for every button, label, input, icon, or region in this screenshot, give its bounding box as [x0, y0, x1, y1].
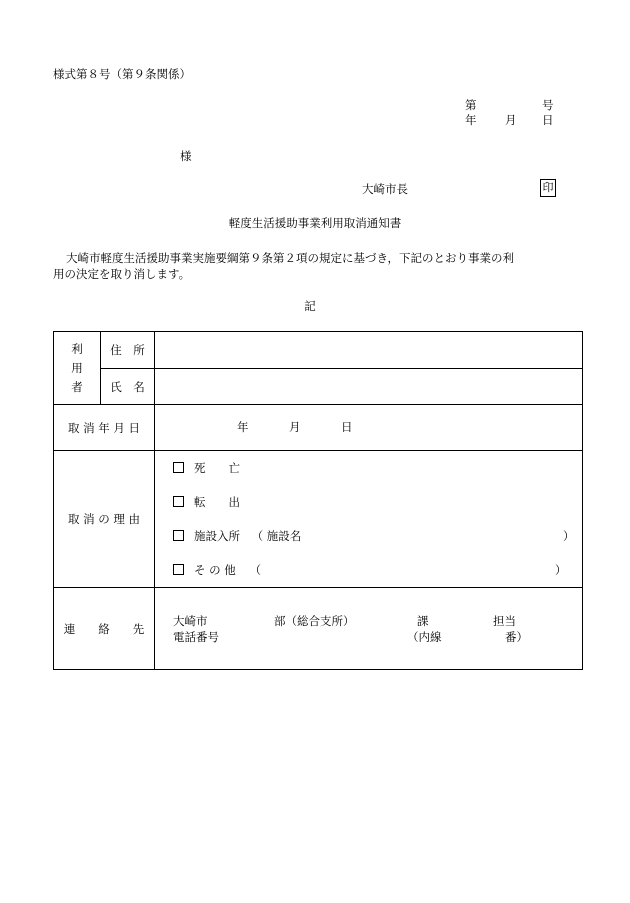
reason-label: 取 消 の 理 由 [54, 451, 155, 588]
cancel-date-month: 月 [289, 420, 301, 434]
user-label-char: 用 [71, 360, 83, 375]
cancel-date-day: 日 [341, 420, 353, 434]
reason-options [155, 451, 583, 588]
body-line-1: 大崎市軽度生活援助事業実施要綱第９条第２項の規定に基づき，下記のとおり事業の利 [66, 251, 515, 265]
facility-close-paren: ） [563, 529, 575, 543]
reason-death[interactable] [173, 451, 582, 485]
checkbox[interactable] [173, 496, 184, 507]
date-month: 月 [505, 113, 517, 127]
doc-no-prefix: 第 [465, 98, 477, 112]
contact-person: 担当 [493, 613, 516, 628]
date-year: 年 [465, 113, 477, 127]
facility-name-paren: （ 施設名 [251, 529, 302, 543]
checkbox[interactable] [173, 462, 184, 473]
contact-phone: 電話番号 [173, 629, 219, 644]
user-label-char: 利 [71, 341, 83, 356]
checkbox[interactable] [173, 564, 184, 575]
contact-label: 連 絡 先 [54, 588, 155, 670]
other-close-paren: ） [555, 563, 567, 577]
reason-facility[interactable] [173, 519, 582, 553]
date-day: 日 [542, 113, 554, 127]
ki-heading: 記 [304, 299, 316, 313]
contact-city: 大崎市 [173, 613, 208, 628]
reason-death-label: 死 亡 [194, 461, 240, 475]
address-field[interactable] [155, 332, 583, 369]
address-label: 住 所 [101, 332, 155, 369]
document-title: 軽度生活援助事業利用取消通知書 [228, 216, 402, 230]
contact-field [155, 588, 583, 670]
body-line-2: 用の決定を取り消します。 [53, 267, 191, 281]
cancel-date-year: 年 [237, 420, 249, 434]
user-label [54, 332, 101, 405]
reason-other-label: そ の 他 [194, 563, 236, 577]
contact-section: 課 [417, 613, 429, 628]
issuer: 大崎市長 [362, 182, 408, 196]
cancellation-form-table [53, 331, 583, 670]
user-label-char: 者 [71, 379, 83, 394]
cancel-date-field[interactable] [155, 405, 583, 451]
reason-moving-out[interactable] [173, 485, 582, 519]
contact-extension-open: （内線 [407, 629, 442, 644]
seal-mark: 印 [540, 179, 556, 197]
cancel-date-label: 取 消 年 月 日 [54, 405, 155, 451]
name-label: 氏 名 [101, 369, 155, 405]
form-number: 様式第８号（第９条関係） [53, 67, 191, 81]
reason-facility-label: 施設入所 [194, 529, 240, 543]
reason-moving-out-label: 転 出 [194, 495, 240, 509]
addressee-suffix: 様 [180, 149, 192, 163]
other-open-paren: （ [249, 563, 261, 577]
contact-department: 部（総合支所） [274, 613, 355, 628]
doc-no-suffix: 号 [542, 98, 554, 112]
contact-extension-close: 番） [505, 629, 528, 644]
checkbox[interactable] [173, 530, 184, 541]
name-field[interactable] [155, 369, 583, 405]
reason-other[interactable] [173, 553, 582, 587]
